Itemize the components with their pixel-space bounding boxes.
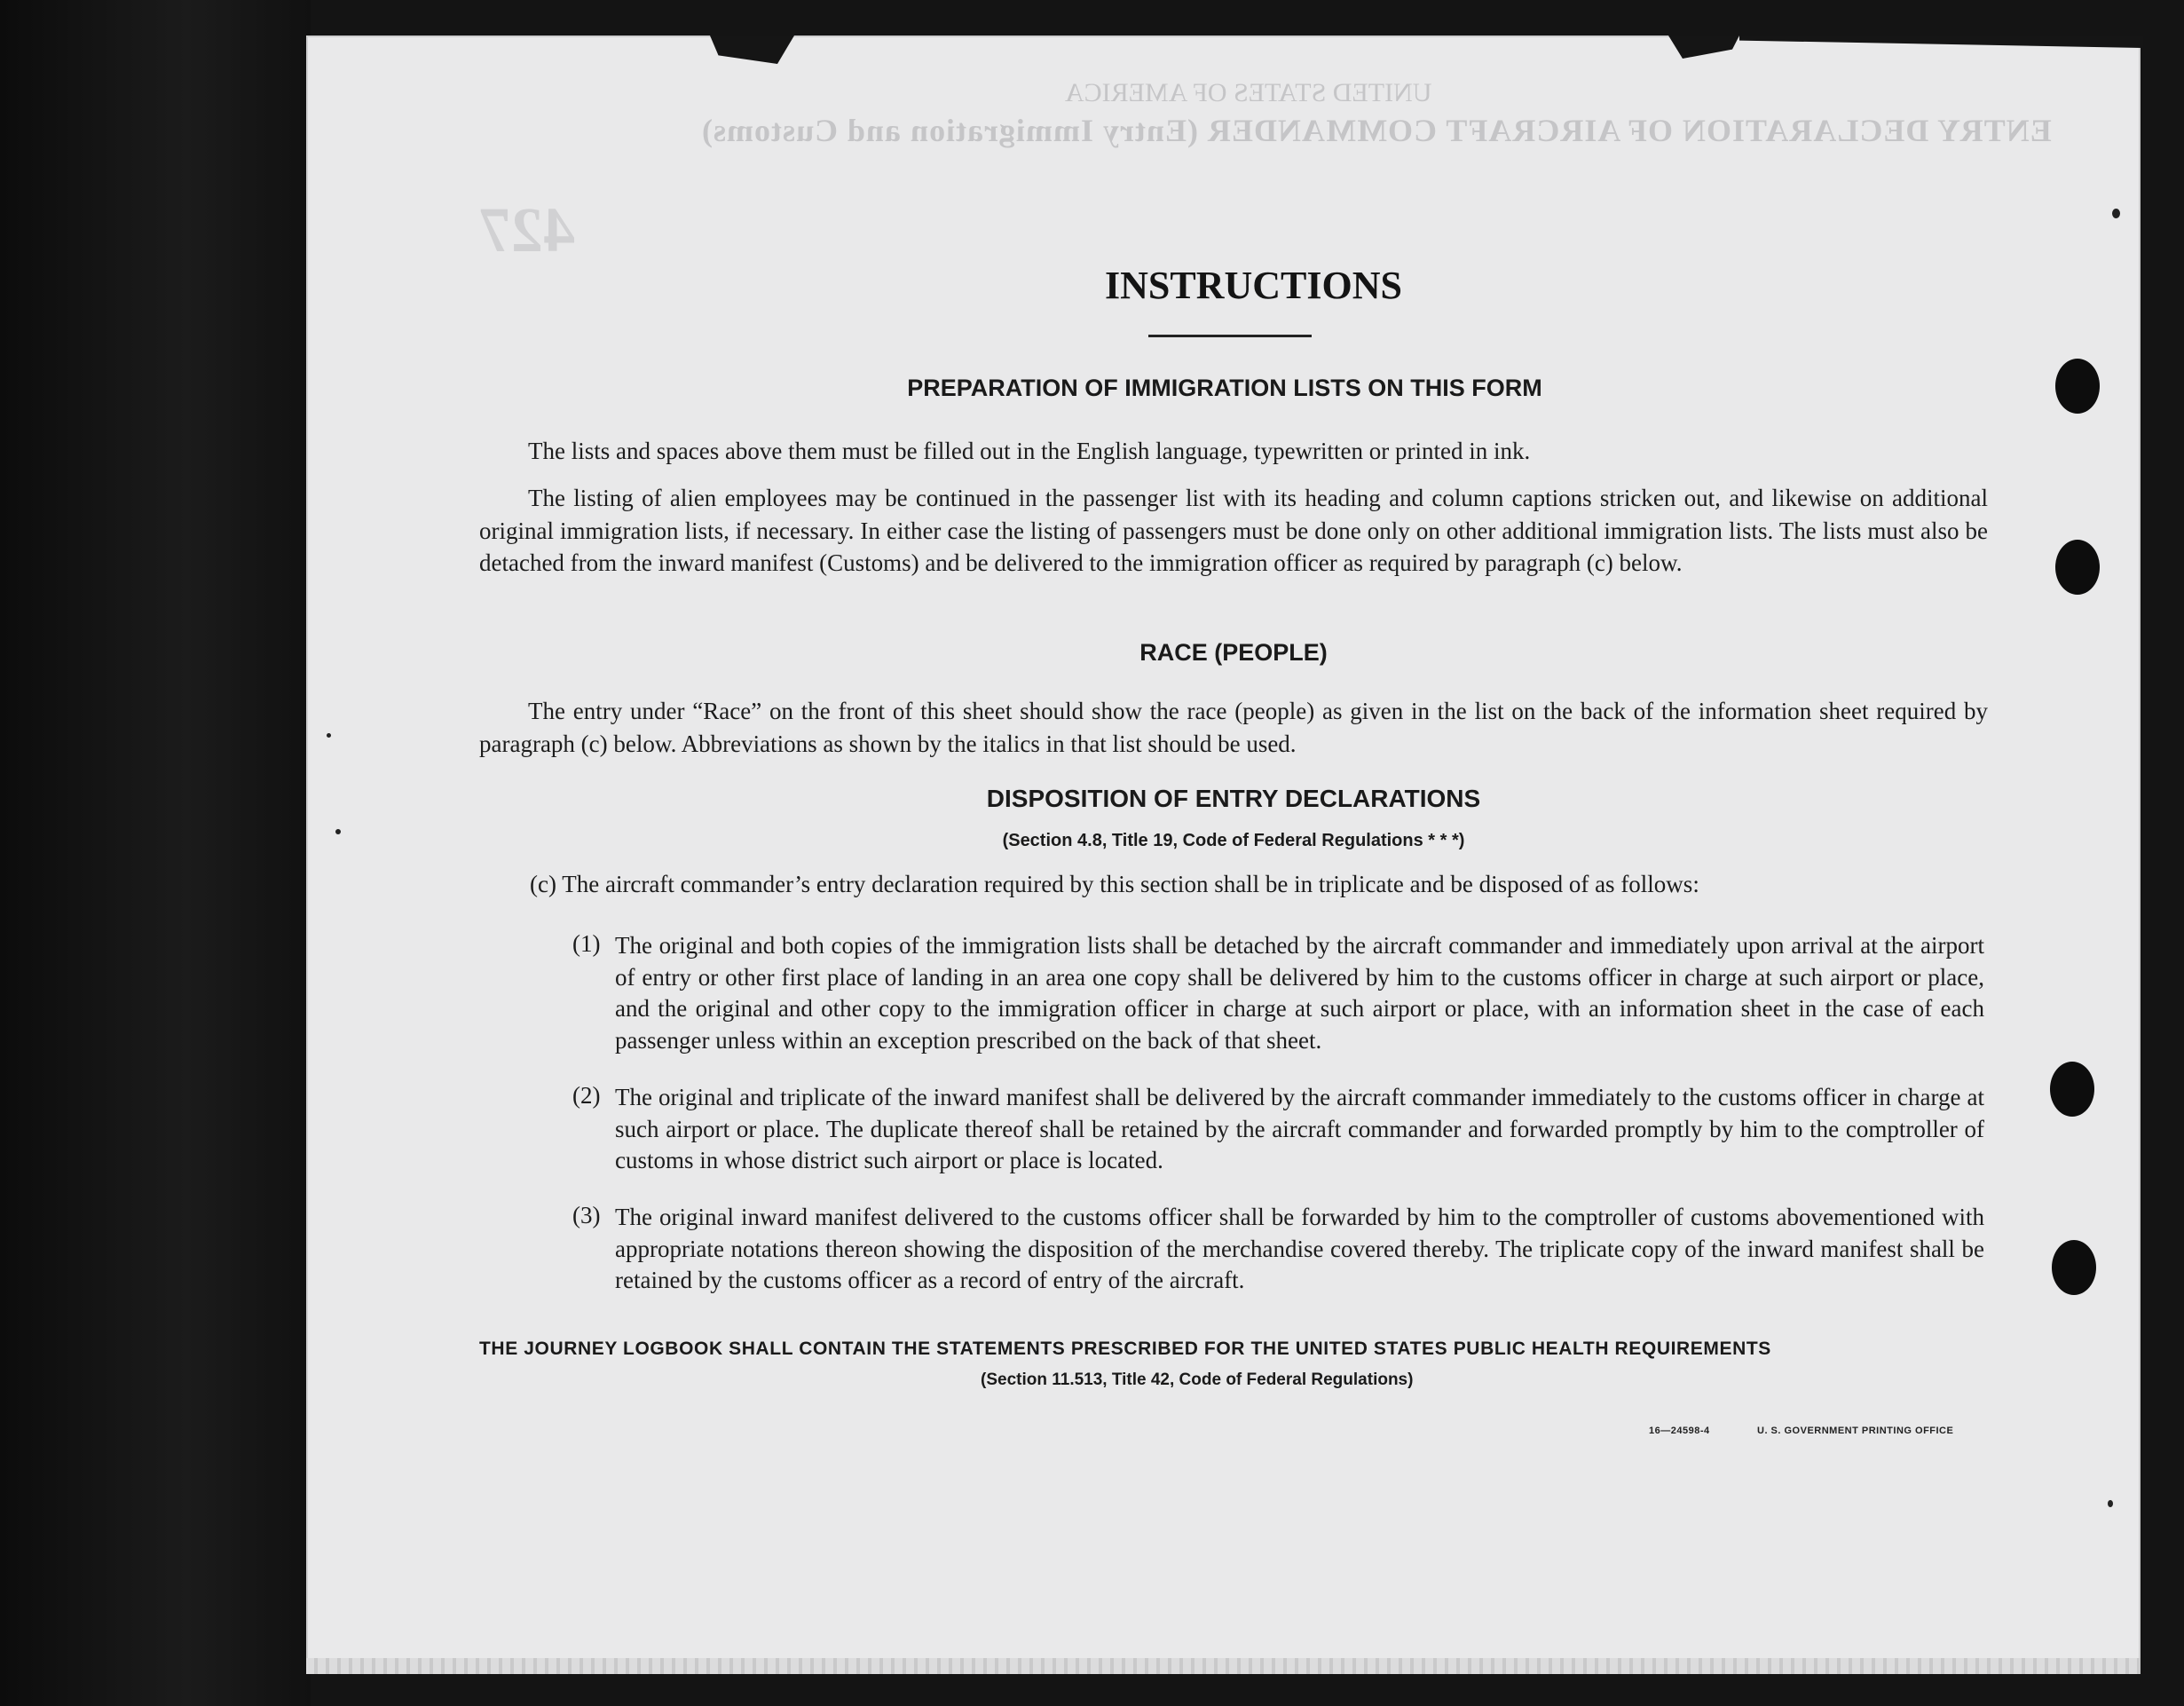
section-heading-race: RACE (PEOPLE) [1139,639,1328,666]
list-item-text: The original inward manifest delivered to the customs officer shall be forwarded by him to the comptroller of customs abovementioned with appropriate notations thereon showing the disposition of the merchandise covered thereby. The triplicate copy of the inward manifest shall be retained by the customs officer as a record of entry of the aircraft. [615,1204,1984,1293]
dust-speck [2112,209,2120,218]
page-bottom-edge [306,1658,2141,1674]
page-title: INSTRUCTIONS [1105,264,1402,307]
paragraph-disposition-intro: (c) The aircraft commander’s entry declaration required by this section shall be in triplicate and be disposed of as follows: [530,871,1699,897]
punch-hole [2050,1062,2094,1117]
footer-health-requirements: THE JOURNEY LOGBOOK SHALL CONTAIN THE STATEMENTS PRESCRIBED FOR THE UNITED STATES PUBLIC HEALTH REQUIREMENTS [479,1339,1771,1359]
bleed-through-title: ENTRY DECLARATION OF AIRCRAFT COMMANDER (Entry Immigration and Customs) [701,113,2052,148]
list-item-number: (2) [572,1082,601,1109]
title-underline [1148,335,1312,337]
list-item-number: (3) [572,1202,601,1228]
paragraph-alien-employees: The listing of alien employees may be continued in the passenger list with its heading and column captions stricken out, and likewise on additional original immigration lists, if necessary. In either case the listing of passengers must be done only on other additional immigration lists. The lists must also be detached from the inward manifest (Customs) and be delivered to the immigration officer as required by paragraph (c) below. [479,485,1988,576]
form-number: 16—24598-4 [1649,1426,1710,1436]
list-item-text: The original and both copies of the immigration lists shall be detached by the aircraft commander and immediately upon arrival at the airport of entry or other first place of landing in an area one copy shall be delivered by him to the customs officer in charge at such airport or place, and the original and other copy to the immigration officer in charge at such airport or place, with an information sheet in the case of each passenger unless within an exception prescribed on the back of that sheet. [615,932,1984,1054]
punch-hole [2052,1240,2096,1295]
bleed-through-header: UNITED STATES OF AMERICA [1065,78,1432,107]
punch-hole [2055,359,2100,414]
paragraph-race: The entry under “Race” on the front of this sheet should show the race (people) as given in the list on the back of the information sheet required by paragraph (c) below. Abbreviations as shown by the italics in that list should be used. [479,698,1988,757]
dust-speck [2108,1500,2113,1507]
dust-speck [327,733,331,738]
dust-speck [335,829,341,834]
section-heading-immigration-lists: PREPARATION OF IMMIGRATION LISTS ON THIS FORM [907,375,1542,401]
scanner-background [0,0,311,1706]
section-heading-disposition: DISPOSITION OF ENTRY DECLARATIONS [986,785,1481,812]
footer-citation: (Section 11.513, Title 42, Code of Federal Regulations) [981,1370,1414,1389]
list-item-text: The original and triplicate of the inward manifest shall be delivered by the aircraft commander immediately to the customs officer in charge at such airport or place. The duplicate thereof shall be retained by the aircraft commander and forwarded promptly by him to the comptroller of customs in whose district such airport or place is located. [615,1084,1984,1173]
paragraph-lists-english: The lists and spaces above them must be filled out in the English language, typewritten or printed in ink. [528,438,1531,464]
punch-hole [2055,540,2100,595]
section-citation-disposition: (Section 4.8, Title 19, Code of Federal Regulations * * *) [1002,831,1465,850]
list-item-number: (1) [572,930,601,957]
bleed-through-page-number: 427 [479,194,575,265]
printer-imprint: U. S. GOVERNMENT PRINTING OFFICE [1757,1426,1954,1436]
